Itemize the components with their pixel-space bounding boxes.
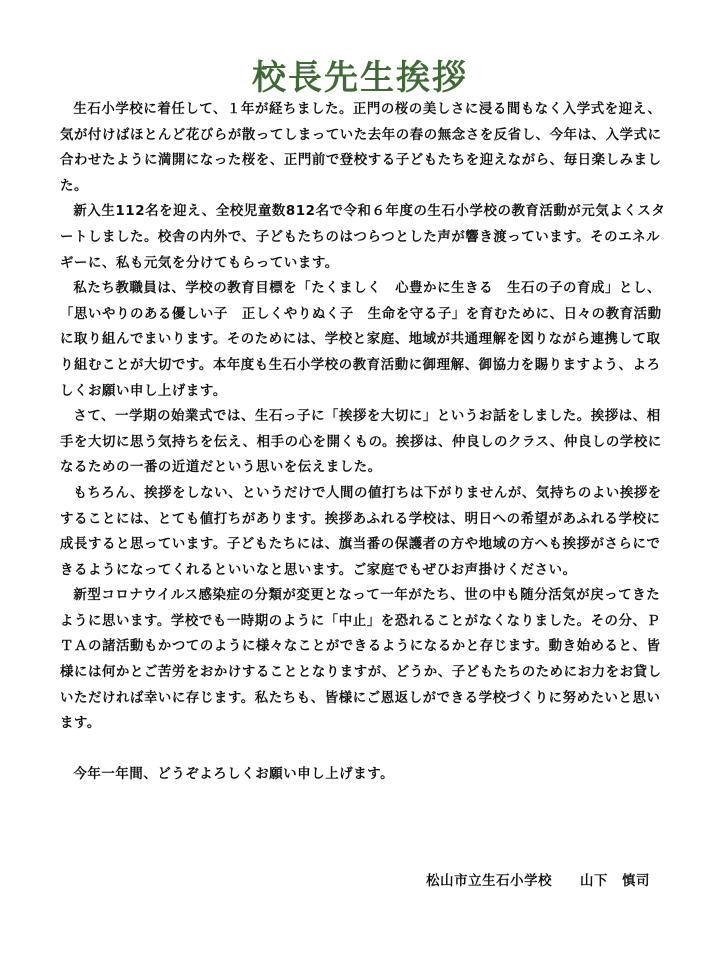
closing-line: 今年一年間、どうぞよろしくお願い申し上げます。	[73, 767, 395, 783]
blank-line	[60, 737, 672, 763]
paragraph-5: もちろん、挨拶をしない、というだけで人間の値打ちは下がりませんが、気持ちのよい挨拶をすることには、とても値打ちがあります。挨拶あふれる学校は、明日への希望があふれる学校に成長すると思っています。子どもたちには、旗当番の保護者の方や地域の方へも挨拶がさらにできるようになってくれるといいなと思います。ご家庭でもぜひお声掛けください。	[60, 485, 662, 578]
paragraph-4: さて、一学期の始業式では、生石っ子に「挨拶を大切に」というお話をしました。挨拶は、相手を大切に思う気持ちを伝え、相手の心を開くもの。挨拶は、仲良しのクラス、仲良しの学校になるための一番の近道だという思いを伝えました。	[60, 409, 662, 476]
paragraph-1: 生石小学校に着任して、１年が経ちました。正門の桜の美しさに浸る間もなく入学式を迎え、気が付けばほとんど花びらが散ってしまっていた去年の春の無念さを反省し、今年は、入学式に合わせたように満開になった桜を、正門前で登校する子どもたちを迎えながら、毎日楽しみました。	[60, 102, 662, 194]
page-title: 校長先生挨拶	[252, 57, 468, 98]
letter-body	[60, 97, 672, 788]
paragraph-3: 私たち教職員は、学校の教育目標を「たくましく 心豊かに生きる 生石の子の育成」とし、「思いやりのある優しい子 正しくやりぬく子 生命を守る子」を育むために、日々の教育活動に取り組んでまいります。そのためには、学校と家庭、地域が共通理解を図りながら連携して取り組むことが大切です。本年度も生石小学校の教育活動に御理解、御協力を賜りますよう、よろしくお願い申し上げます。	[60, 281, 662, 399]
paragraph-6: 新型コロナウイルス感染症の分類が変更となって一年がたち、世の中も随分活気が戻ってきたように思います。学校でも一時期のように「中止」を恐れることがなくなりました。その分、ＰＴＡの諸活動もかつてのように様々なことができるようになるかと存じます。動き始めると、皆様には何かとご苦労をおかけすることとなりますが、どうか、子どもたちのためにお力をお貸しいただければ幸いに存じます。私たちも、皆様にご恩返しができる学校づくりに努めたいと思います。	[60, 588, 662, 732]
paragraph-2: 新入生112名を迎え、全校児童数812名で令和６年度の生石小学校の教育活動が元気よくスタートしました。校舎の内外で、子どもたちのはつらつとした声が響き渡っています。そのエネルギーに、私も元気を分けてもらっています。	[60, 204, 666, 271]
signature: 松山市立生石小学校 山下 慎司	[426, 874, 650, 889]
